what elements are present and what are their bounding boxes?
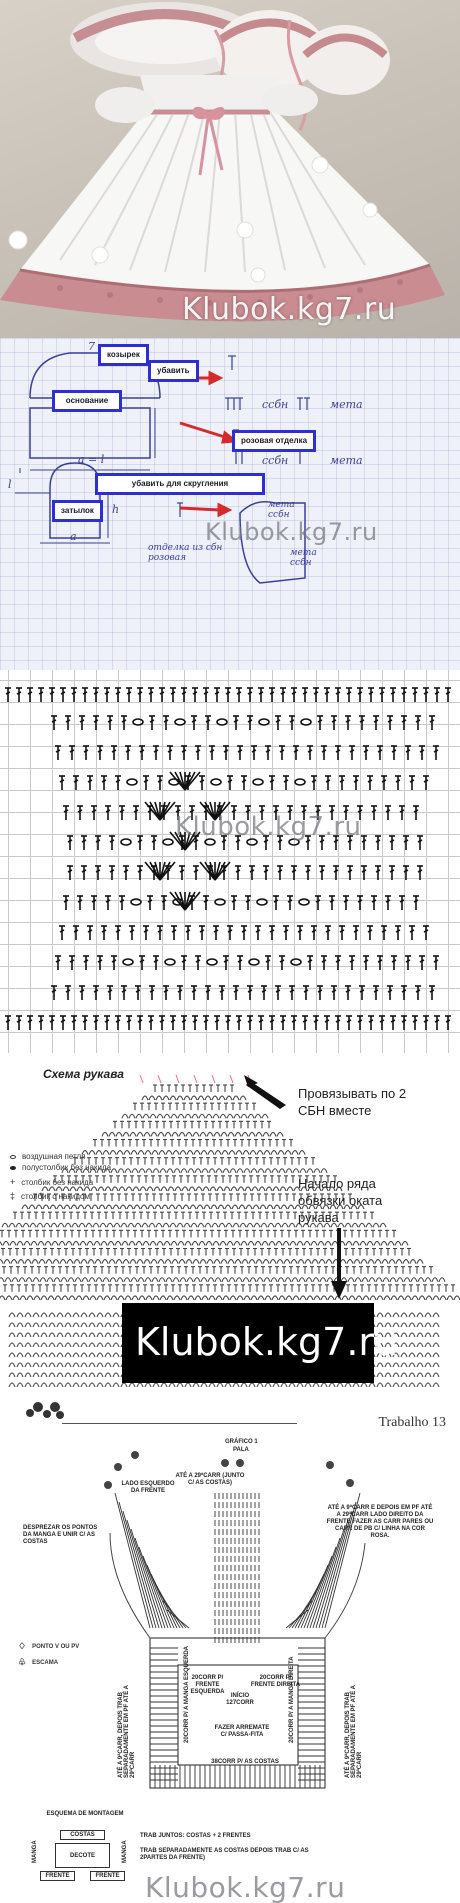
pala-label: PALA [233,1447,249,1453]
lado-esq-label: LADO ESQUERDO DA FRENTE [121,1481,175,1494]
costas-box: COSTAS [60,1830,105,1840]
hand-l: l [8,478,12,491]
hand-sbn: ссбн [262,398,289,411]
frente-esq-label: 20CORR P/ FRENTE ESQUERDA [190,1675,225,1695]
side-left-label: ATÉ A 9ªCARR, DEPOIS TRAB SEPARADAMENTE EM PF ATÉ A 29ªCARR [118,1685,136,1778]
manga-left: MANGA [32,1840,38,1863]
trab-separado-label: TRAB SEPARADAMENTE AS COSTAS DEPOIS TRAB C/ AS 2PARTES DA FRENTE) [140,1848,309,1861]
watermark: Klubok.kg7.ru [205,518,378,546]
hand-side-2: мета ссбн [290,548,317,568]
sleeve-red-marks [140,1075,251,1083]
hand-finish: отделка из сбн розовая [148,543,223,563]
frente-box-right: FRENTE [90,1871,125,1881]
watermark: Klubok.kg7.ru [182,292,397,327]
legend-dc: ‡ столбик с накидом [10,1191,90,1201]
legend-chain: воздушная петля [10,1152,86,1161]
header-rule [62,1423,297,1424]
decote-box: DECOTE [55,1843,110,1868]
escama-icon: ♧ [18,1657,27,1667]
label-visor: козырек [98,344,149,366]
watermark: Klubok.kg7.ru [145,1871,346,1903]
note-mid: Начало ряда обвязки оката рукава [298,1176,383,1225]
legend-ponto-v: ♢ PONTO V OU PV [18,1641,80,1651]
chain-icon [10,1155,16,1159]
arremate-label: FAZER ARREMATE C/ PASSA-FITA [214,1725,270,1738]
dc-icon: ‡ [10,1191,16,1201]
frente-box-left: FRENTE [40,1871,75,1881]
label-base: основание [52,390,122,412]
watermark: Klubok.kg7.ru [135,1320,399,1364]
inicio-label: INÍCIO 127CORR [226,1693,254,1706]
bonnet-sketch-panel [0,338,460,670]
watermark: Klubok.kg7.ru [175,812,362,842]
manga-esq-label: 20CORR P/ A MANGA ESQUERDA [184,1645,190,1743]
trab-juntos-label: TRAB JUNTOS: COSTAS + 2 FRENTES [140,1833,251,1839]
stitch-grid-chart [0,670,460,1053]
trabalho-title: Trabalho 13 [378,1415,446,1430]
sleeve-title: Схема рукава [43,1067,124,1081]
stitch-grid-panel [0,670,460,1053]
legend-slip: полустолбик без накида [10,1163,111,1172]
manga-dir-label: 20CORR P/ A MANGA DIREITA [289,1656,295,1743]
side-right-label: ATÉ A 9ªCARR, DEPOIS TRAB SEPARADAMENTE EM PF ATÉ A 29ªCARR [345,1685,363,1778]
label-pink-edge: розовая отделка [232,430,316,452]
hand-side: мета ссбн [268,500,295,520]
hand-a-eq-l: a = l [78,453,105,466]
label-decrease: убавить [148,360,199,382]
hand-picot-2: мета [330,454,363,467]
label-nape: затылок [52,500,103,522]
stitch-symbols [5,688,451,1030]
legend-escama: ♧ ESCAMA [18,1657,59,1667]
flower-icon [26,1402,64,1419]
ate-direito-label: ATÉ A 9ªCARR E DEPOIS EM PF ATÉ A 29ªCARR LADO DIREITO DA FRENTE FAZER AS CARR PARES OU CARR DE PB C/ LINHA NA COR ROSA. [326,1505,434,1539]
ate29-label: ATÉ A 29ªCARR (JUNTO C/ AS COSTAS) [175,1473,245,1486]
label-decrease-round: убавить для скругления [95,473,265,495]
dress-photo [0,0,460,338]
desprezar-label: DESPREZAR OS PONTOS DA MANGA E UNIR C/ AS COSTAS [23,1525,98,1545]
hand-sbn-2: ссбн [262,454,289,467]
yoke-chart-panel [0,1393,460,1903]
hand-picot: мета [330,398,363,411]
manga-right: MANGA [122,1840,128,1863]
grafico-label: GRÁFICO 1 [225,1439,258,1445]
ponto-v-icon: ♢ [18,1641,27,1651]
hand-a: a [70,530,77,543]
note-top: Провязывать по 2 СБН вместе [298,1086,407,1118]
hand-h: h [112,503,120,516]
esquema-label: ESQUEMA DE MONTAGEM [46,1811,124,1817]
hand-seven: 7 [88,340,95,353]
legend-sc: + столбик без накида [10,1177,94,1187]
dress-photo-panel [0,0,460,338]
slip-stitch-icon [10,1166,16,1170]
costas38-label: 38CORR P/ AS COSTAS [211,1759,279,1765]
sc-icon: + [10,1177,16,1187]
frente-dir-label: 20CORR P/ FRENTE DIREITA [250,1675,301,1688]
sleeve-scheme-panel [0,1053,460,1393]
